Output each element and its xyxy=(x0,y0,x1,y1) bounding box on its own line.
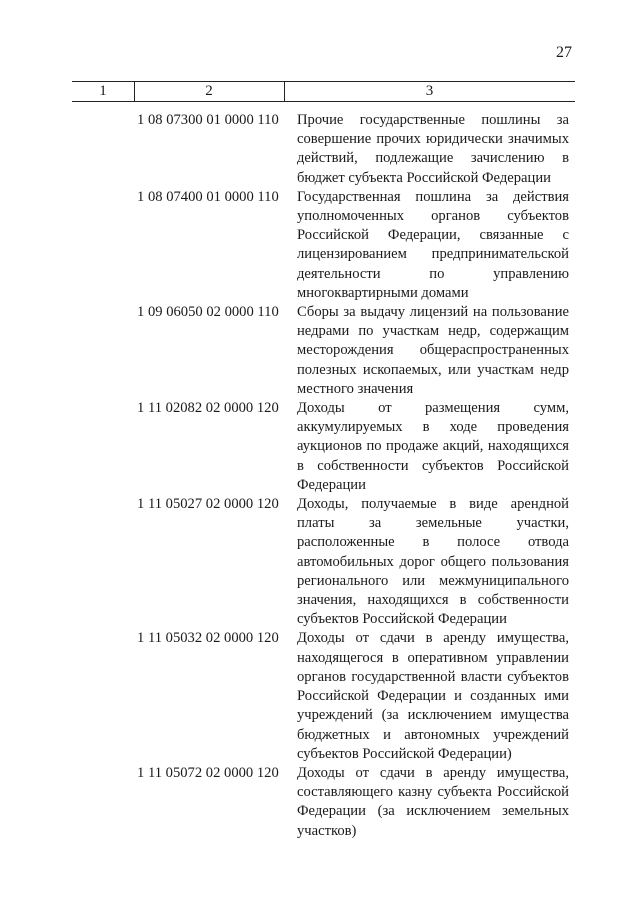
header-col-2: 2 xyxy=(205,83,213,99)
table-row xyxy=(137,629,577,763)
revenue-code: 1 11 05072 02 0000 120 xyxy=(137,764,279,781)
header-col-1: 1 xyxy=(99,83,107,99)
revenue-description: Доходы от сдачи в аренду имущества, составляющего казну субъекта Российской Федерации (за исключением земельных участков) xyxy=(297,764,569,839)
revenue-description: Доходы от размещения сумм, аккумулируемых в ходе проведения аукционов по продаже акций, находящихся в собственности субъектов Российской Федерации xyxy=(297,400,569,493)
revenue-description: Прочие государственные пошлины за совершение прочих юридически значимых действий, подлежащие зачислению в бюджет субъекта Российской Федерации xyxy=(297,112,569,186)
table-row xyxy=(137,188,577,303)
table-row xyxy=(137,399,577,495)
revenue-description: Доходы от сдачи в аренду имущества, находящегося в оперативном управлении органов государственной власти субъектов Российской Федерации и созданных ими учреждений (за исключением имущества бюджетных и автономных учреждений субъектов Российской Федерации) xyxy=(297,630,569,762)
revenue-code: 1 08 07400 01 0000 110 xyxy=(137,188,279,205)
page-number: 27 xyxy=(556,44,572,61)
revenue-description: Сборы за выдачу лицензий на пользование недрами по участкам недр, содержащим месторождения общераспространенных полезных ископаемых, или участкам недр местного значения xyxy=(297,304,569,397)
table-row xyxy=(137,303,577,399)
table-row xyxy=(137,495,577,629)
table-row xyxy=(137,764,577,841)
revenue-code: 1 09 06050 02 0000 110 xyxy=(137,304,279,321)
table-header xyxy=(72,81,575,102)
revenue-description: Государственная пошлина за действия уполномоченных органов субъектов Российской Федерации, связанные с лицензированием предпринимательской деятельности по управлению многоквартирными домами xyxy=(297,188,569,301)
revenue-code: 1 11 05027 02 0000 120 xyxy=(137,496,279,513)
header-col-3: 3 xyxy=(425,83,434,99)
revenue-code: 1 08 07300 01 0000 110 xyxy=(137,112,279,128)
table-body xyxy=(137,111,577,841)
revenue-code: 1 11 05032 02 0000 120 xyxy=(137,630,279,647)
revenue-code: 1 11 02082 02 0000 120 xyxy=(137,400,279,417)
table-row xyxy=(137,111,577,188)
revenue-description: Доходы, получаемые в виде арендной платы за земельные участки, расположенные в полосе отвода автомобильных дорог общего пользования регионального или межмуниципального значения, находящихся в собственности субъектов Российской Федерации xyxy=(297,496,569,628)
